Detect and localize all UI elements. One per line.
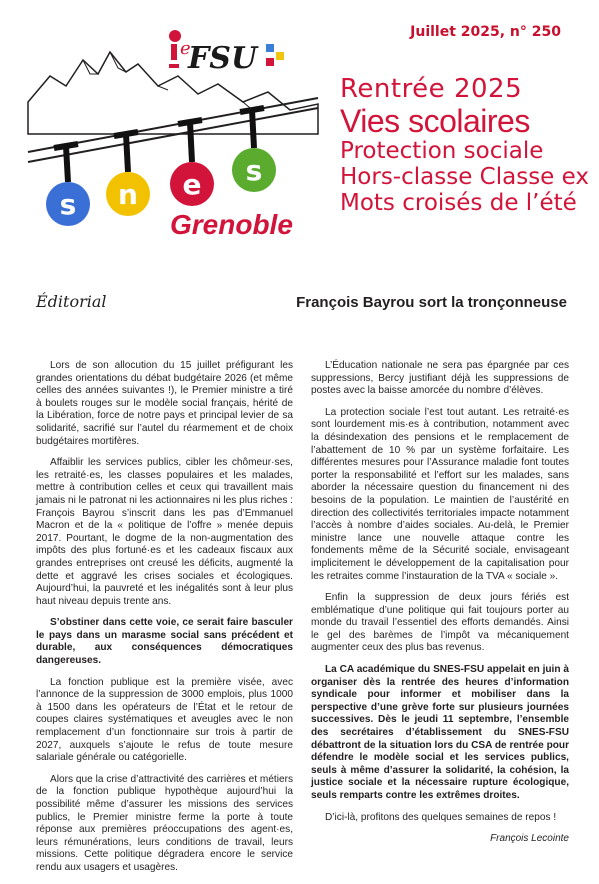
editorial-column-left: [36, 360, 293, 884]
snes-grenoble-logo: [28, 24, 318, 254]
issue-number: Juillet 2025, n° 250: [410, 24, 561, 40]
paragraph-emphasis: La CA académique du SNES-FSU appelait en juin à organiser dès la rentrée des heures d’information syndicale pour informer et mobiliser dans la perspective d’une grève forte sur plusieurs journées successives. Dès le jeudi 11 septembre, l’ensemble des secrétaires d’établissement du SNES-FSU débattront de la situation lors du CSA de rentrée pour défendre le modèle social et les services publics, seuls à même d’assurer la solidarité, la cohésion, la justice sociale et la nécessaire rupture écologique, seuls remparts contre les extrêmes droites.: [311, 664, 569, 801]
signature: François Lecointe: [490, 833, 569, 845]
headlines: [340, 74, 589, 216]
section-rubric: Éditorial: [36, 292, 107, 311]
paragraph: Lors de son allocution du 15 juillet préfigurant les grandes orientations du débat budgétaire 2026 (et même celles des années suivantes !), le Premier ministre a tiré à boulets rouges sur le modèle social français, hérité de la Libération, force de notre pays et principal levier de sa solidarité, sacrifié sur l’autel du réarmement et de choix budgétaires mortifères.: [36, 360, 293, 447]
fsu-wordmark: FSU: [188, 41, 258, 76]
logo-letter-s: s: [59, 188, 77, 221]
logo-letter-e2: e: [182, 168, 202, 201]
paragraph-emphasis: S’obstiner dans cette voie, ce serait faire basculer le pays dans un marasme social sans précédent et durable, aux conséquences démocratiques dangereuses.: [36, 617, 293, 667]
paragraph: Affaiblir les services publics, cibler les chômeur·ses, les retraité·es, les classes populaires et les malades, mettre à contribution celles et ceux qui travaillent mais jamais ni le patronat ni les actionnaires ni les plus riches : François Bayrou s’inscrit dans les pas d’Emmanuel Macron et de la « politique de l’offre » menée depuis 2017. Pourtant, le dogme de la non-augmentation des impôts des plus fortuné·es et les cadeaux fiscaux aux grandes entreprises ont creusé les déficits, augmenté la dette et aggravé les crises sociales et écologiques. Aujourd’hui, la pauvreté et les inégalités sont à leur plus haut niveau depuis trente ans.: [36, 457, 293, 607]
logo-letter-e: e: [180, 38, 191, 59]
headline-2: Vies scolaires: [340, 103, 530, 139]
headline-1: Rentrée 2025: [340, 74, 523, 104]
paragraph: D’ici-là, profitons des quelques semaines de repos !: [325, 811, 557, 823]
paragraph: Enfin la suppression de deux jours fériés est emblématique d’une politique qui fait toujours porter au monde du travail l’essentiel des efforts demandés. Ainsi le gel des barèmes de l’impôt va mécaniquement augmenter ceux des plus bas revenus.: [311, 592, 569, 654]
paragraph: La protection sociale l’est tout autant. Les retraité·es sont lourdement mis·es à contribution, notamment avec la désindexation des pensions et le remplacement de l’abattement de 10 % par un système forfaitaire. Les différentes mesures pour l’Assurance maladie font toutes porter la responsabilité et l’effort sur les malades, sans aborder la nécessaire question du financement ni des besoins de la population. Le maintien de l’austérité en direction des collectivités territoriales impacte notamment l’accès à nombre d’aides sociales. Au-delà, le Premier ministre lance une nouvelle attaque contre les fondements même de la Sécurité sociale, envisageant implicitement le développement de la capitalisation pour les retraites comme l’instauration de la TVA « sociale ».: [311, 406, 569, 582]
paragraph: La fonction publique est la première visée, avec l’annonce de la suppression de 3000 emplois, plus 1000 à 1500 dans les opérateurs de l’État et le retour de coupes claires systématiques et aveugles avec le non remplacement d’un fonctionnaire sur trois à partir de 2027, auxquels s’ajoute le refus de toute mesure salariale générale ou catégorielle.: [36, 676, 293, 764]
headline-5: Mots croisés de l’été: [340, 190, 577, 216]
logo-letter-n: n: [118, 178, 138, 211]
paragraph: L’Éducation nationale ne sera pas épargnée par ces suppressions, Bercy justifiant déjà les suppressions de postes avec la baisse amorcée du nombre d’élèves.: [311, 360, 569, 397]
headline-3: Protection sociale: [340, 138, 544, 164]
editorial-column-right: [311, 360, 569, 855]
paragraph: Alors que la crise d’attractivité des carrières et métiers de la fonction publique hypothèque aujourd’hui la possibilité même d’assurer les missions des services publics, le Premier ministre ferme la porte à toute réponse aux premières préoccupations des agent·es, leurs rémunérations, leurs conditions de travail, leurs missions. Cette politique dégradera encore le service rendu aux usagers et usagères.: [36, 773, 293, 873]
editorial-title: François Bayrou sort la tronçonneuse: [296, 294, 567, 311]
logo-city: Grenoble: [170, 209, 293, 240]
headline-4: Hors-classe Classe ex: [340, 164, 589, 190]
logo-letter-s2: s: [245, 154, 263, 187]
